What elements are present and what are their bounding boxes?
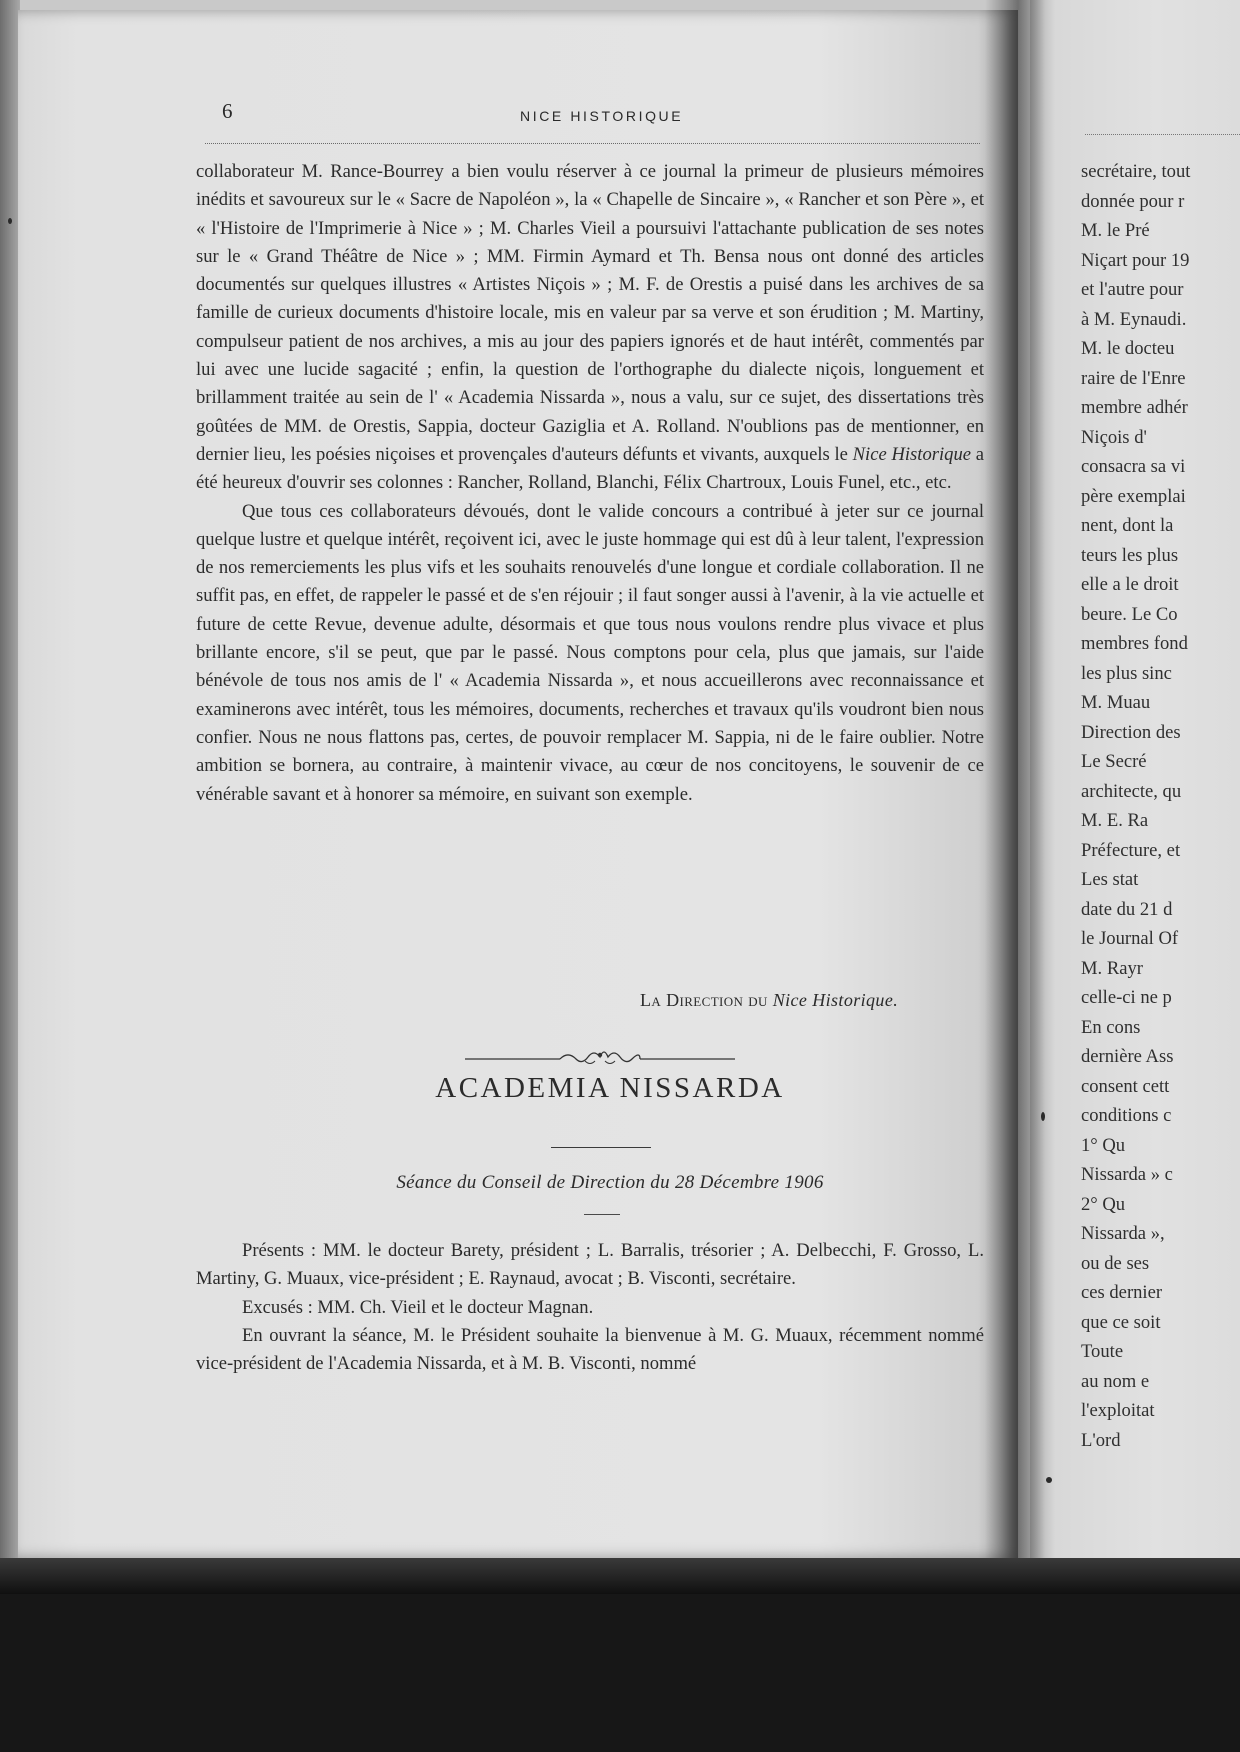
header-rule (205, 143, 980, 144)
scan-speck (1046, 1477, 1052, 1483)
minutes-text (196, 1237, 984, 1378)
intro-paragraph-1 (196, 158, 984, 498)
right-page-line: raire de l'Enre (1081, 367, 1186, 389)
running-header (200, 99, 980, 134)
right-page-line: teurs les plus (1081, 544, 1179, 566)
ornament-divider (465, 1047, 735, 1069)
running-title: NICE HISTORIQUE (520, 108, 684, 124)
right-page-line: conditions c (1081, 1105, 1172, 1126)
right-page-line: les plus sinc (1081, 662, 1172, 684)
scanner-bottom (0, 1594, 1240, 1752)
intro-paragraph-2: Que tous ces collaborateurs dévoués, dont le valide concours a contribué à jeter sur ce journal quelque lustre et quelque intérêt, reçoivent ici, avec le juste hommage qui est dû à leur talent, l'expression de nos remerciements les plus vifs et les souhaits renouvelés d'une longue et cordiale collaboration. Il ne suffit pas, en effet, de rappeler le passé et de s'en réjouir ; il faut songer aussi à l'avenir, à la vie actuelle et future de cette Revue, devenue adulte, désormais et que tous nous voulons rendre plus vivace et plus brillante encore, s'il se peut, que par le passé. Nous comptons pour cela, plus que jamais, sur l'aide bénévole de tous nos amis de l' « Academia Nissarda », et nous accueillerons avec reconnaissance et examinerons avec intérêt, tous les mémoires, documents, recherches et travaux qu'ils voudront bien nous confier. Nous ne nous flattons pas, certes, de pouvoir remplacer M. Sappia, ni de le faire oublier. Notre ambition se bornera, au contraire, à maintenir vivace, au cœur de nos concitoyens, le souvenir de ce vénérable savant et à honorer sa mémoire, en suivant son exemple. (196, 500, 984, 805)
right-page-line: Les stat (1081, 869, 1139, 890)
right-page-line: père exemplai (1081, 485, 1186, 507)
journal-name-italic: Nice Historique (852, 443, 971, 465)
right-page-line: 1° Qu (1081, 1134, 1126, 1156)
right-page-line: Niçart pour 19 (1081, 249, 1190, 271)
right-page-line: que ce soit (1081, 1311, 1161, 1333)
right-page-line: Préfecture, et (1081, 839, 1181, 861)
signature (640, 990, 898, 1011)
right-page-line: L'ord (1081, 1429, 1121, 1451)
right-page-line: nent, dont la (1081, 515, 1174, 536)
book-edge (0, 0, 20, 1560)
right-page-line: membre adhér (1081, 397, 1188, 418)
right-page-line: Niçois d' (1081, 426, 1147, 448)
minutes-excuses: Excusés : MM. Ch. Vieil et le docteur Magnan. (242, 1296, 594, 1318)
right-page-line: à M. Eynaudi. (1081, 308, 1187, 330)
right-page-line: M. le Pré (1081, 220, 1150, 241)
page-number: 6 (222, 99, 233, 123)
right-page-line: l'exploitat (1081, 1400, 1155, 1421)
right-page-line: donnée pour r (1081, 190, 1185, 212)
subtitle-rule (584, 1214, 620, 1215)
right-page-line: Toute (1081, 1341, 1124, 1362)
minutes-presents: Présents : MM. le docteur Barety, président ; L. Barralis, trésorier ; A. Delbecchi, F. Grosso, L. Martiny, G. Muaux, vice-président ; E. Raynaud, avocat ; B. Visconti, secrétaire. (196, 1240, 984, 1290)
right-page-line: architecte, qu (1081, 780, 1182, 802)
book-gutter (985, 0, 1045, 1560)
session-subtitle: Séance du Conseil de Direction du 28 Décembre 1906 (396, 1172, 824, 1193)
right-page-line: membres fond (1081, 633, 1188, 654)
section-title: ACADEMIA NISSARDA (435, 1072, 785, 1104)
right-page-line: beure. Le Co (1081, 603, 1178, 625)
right-page-line: En cons (1081, 1016, 1141, 1038)
right-page-line: secrétaire, tout (1081, 161, 1191, 182)
right-page-line: Direction des (1081, 721, 1181, 743)
right-page-line: dernière Ass (1081, 1046, 1174, 1067)
right-page-line: consent cett (1081, 1075, 1170, 1097)
scanner-edge (0, 1558, 1240, 1594)
right-page-line: ou de ses (1081, 1252, 1150, 1274)
right-page-line: Nissarda » c (1081, 1164, 1173, 1185)
right-page-line: consacra sa vi (1081, 456, 1186, 477)
scan-speck (8, 218, 12, 224)
right-page-line: et l'autre pour (1081, 279, 1184, 300)
right-page-line: le Journal Of (1081, 928, 1179, 949)
signature-prefix: La Direction du (640, 990, 768, 1010)
right-page-line: celle-ci ne p (1081, 987, 1172, 1008)
intro-paragraph-1-end: a été heureux d'ouvrir ses colonnes : Rancher, Rolland, Blanchi, Félix Chartroux, Louis Funel, etc., etc. (196, 443, 985, 494)
intro-text (196, 158, 984, 809)
scan-speck (1041, 1112, 1045, 1121)
right-page-line: ces dernier (1081, 1282, 1163, 1303)
right-page-line: Le Secré (1081, 751, 1147, 772)
signature-journal: Nice Historique. (772, 990, 899, 1010)
right-page-line: M. Muau (1081, 692, 1151, 713)
right-page-line: 2° Qu (1081, 1193, 1126, 1215)
right-page-line: M. Rayr (1081, 957, 1143, 979)
intro-paragraph-1-text: collaborateur M. Rance-Bourrey a bien voulu réserver à ce journal la primeur de plusieurs mémoires inédits et savoureux sur le « Sacre de Napoléon », la « Chapelle de Sincaire », « Rancher et son Père », et « l'Histoire de l'Imprimerie à Nice » ; M. Charles Vieil a poursuivi l'attachante publication de ses notes sur le « Grand Théâtre de Nice » ; MM. Firmin Aymard et Th. Bensa nous ont donné des articles documentés sur quelques illustres « Artistes Niçois » ; M. F. de Orestis a puisé dans les archives de sa famille de curieux documents d'histoire locale, mis en valeur par sa verve et son érudition ; M. Martiny, compulseur patient de nos archives, a mis au jour des papiers ignorés et de haut intérêt, commentés par lui avec une lucide sagacité ; enfin, la question de l'orthographe du dialecte niçois, longuement et brillamment traitée au sein de l' « Academia Nissarda », nous a valu, sur ce sujet, des dissertations très goûtées de MM. de Orestis, Sappia, docteur Gaziglia et A. Rolland. N'oublions pas de mentionner, en dernier lieu, les poésies niçoises et provençales d'auteurs défunts et vivants, auxquels le (196, 161, 984, 465)
right-page-line: M. le docteu (1081, 338, 1175, 359)
right-page-line: date du 21 d (1081, 898, 1173, 920)
right-page-line: au nom e (1081, 1370, 1150, 1392)
minutes-opening: En ouvrant la séance, M. le Président souhaite la bienvenue à M. G. Muaux, récemment nommé vice-président de l'Academia Nissarda, et à M. B. Visconti, nommé (196, 1324, 984, 1375)
right-page-line: elle a le droit (1081, 574, 1179, 595)
right-page-line: M. E. Ra (1081, 810, 1149, 831)
right-page-text (1081, 157, 1240, 1455)
section-title-rule (551, 1147, 651, 1148)
right-page-line: Nissarda », (1081, 1223, 1165, 1244)
right-page-header-rule (1085, 134, 1240, 135)
